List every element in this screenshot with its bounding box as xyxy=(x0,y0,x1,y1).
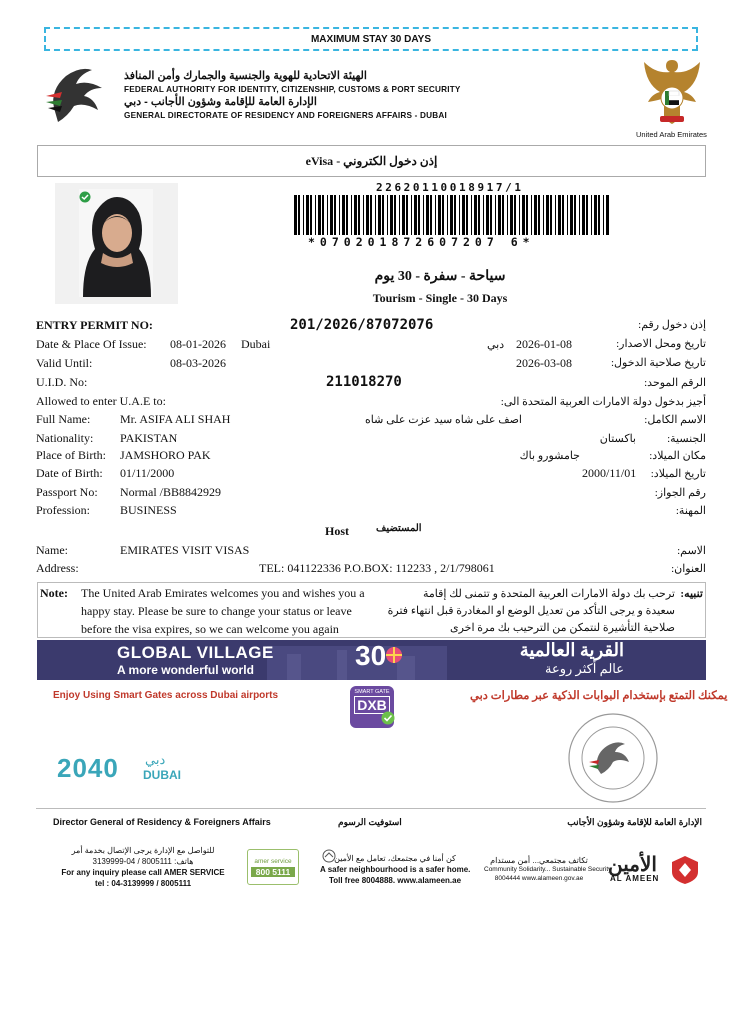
barcode-bar xyxy=(534,195,537,235)
barcode-bar xyxy=(303,195,304,235)
barcode-bar xyxy=(598,195,600,235)
barcode-bar xyxy=(306,195,309,235)
dob-ar-label: تاريخ الميلاد: xyxy=(650,468,706,480)
alameen-shield-icon xyxy=(670,854,700,884)
footer-divider xyxy=(36,808,706,809)
barcode-bar xyxy=(606,195,609,235)
barcode-bar xyxy=(435,195,436,235)
barcode-bar xyxy=(430,195,432,235)
barcode-bar xyxy=(411,195,412,235)
barcode-bar xyxy=(474,195,477,235)
barcode-bar xyxy=(555,195,556,235)
alameen-en-2: Toll free 8004888. www.alameen.ae xyxy=(328,876,462,885)
barcode-bar xyxy=(522,195,525,235)
note-ar-line-3: صلاحية التأشيرة لنتمكن من الترحيب بك مرة اخرى xyxy=(450,622,675,634)
visa-type-ar: سياحة - سفرة - 30 يوم xyxy=(374,269,506,284)
note-label: Note: xyxy=(40,586,68,600)
host-name-ar-label: الاسم: xyxy=(677,545,706,557)
smart-gates-ar: يمكنك التمتع بإستخدام البوابات الذكية عبر مطارات دبي xyxy=(470,690,728,702)
alameen-brand-ar: الأمين xyxy=(608,854,657,876)
barcode-bar xyxy=(550,195,552,235)
passport-value: Normal /BB8842929 xyxy=(120,485,221,499)
barcode-bar xyxy=(414,195,417,235)
dob-value: 01/11/2000 xyxy=(120,466,175,480)
barcode-bar xyxy=(447,195,448,235)
barcode-bar xyxy=(507,195,508,235)
barcode-bar xyxy=(402,195,405,235)
fees-paid-label: استوفيت الرسوم xyxy=(338,817,402,827)
barcode-bar xyxy=(471,195,472,235)
barcode-bar xyxy=(363,195,364,235)
amer-service-label: amer service xyxy=(254,858,292,865)
alameen-contact xyxy=(320,853,470,886)
barcode-bar xyxy=(387,195,388,235)
issue-ar-place: دبي xyxy=(487,339,505,351)
gv-title-ar: القرية العالمية xyxy=(519,640,624,660)
dubai-2040-city-ar: دبي xyxy=(145,752,166,767)
barcode-bar xyxy=(382,195,384,235)
barcode-bar xyxy=(562,195,564,235)
barcode-bar xyxy=(454,195,456,235)
barcode-bar xyxy=(519,195,520,235)
alameen-ar: كن أمنا في مجتمعك، تعامل مع الأمين xyxy=(334,854,456,863)
barcode-bar xyxy=(442,195,444,235)
barcode-bar xyxy=(358,195,360,235)
applicant-photo xyxy=(55,183,178,304)
valid-ar-value: 2026-03-08 xyxy=(516,356,572,370)
alameen-brand-en: AL AMEEN xyxy=(610,874,660,883)
profession-value: BUSINESS xyxy=(120,503,177,517)
nationality-ar-label: الجنسية: xyxy=(667,433,706,445)
dob-label: Date of Birth: xyxy=(36,466,103,480)
barcode-bar xyxy=(567,195,568,235)
host-address-label: Address: xyxy=(36,561,79,575)
alameen-en-1: A safer neighbourhood is a safer home. xyxy=(320,865,471,874)
barcode-bar xyxy=(318,195,321,235)
issue-place: Dubai xyxy=(241,337,271,351)
barcode-bar xyxy=(351,195,352,235)
gdrfa-ar-label: الإدارة العامة للإقامة وشؤون الأجانب xyxy=(567,817,702,827)
alameen-brand-logo xyxy=(608,852,704,886)
gv-subtitle-en: A more wonderful world xyxy=(117,663,254,677)
barcode-bar xyxy=(334,195,336,235)
dubai-2040-city: DUBAI xyxy=(143,768,181,782)
note-ar-label: تنبيه: xyxy=(680,588,703,600)
barcode-image xyxy=(294,195,610,235)
visa-type-en: Tourism - Single - 30 Days xyxy=(372,291,508,305)
note-ar-line-2: سعيدة و يرجى التأكد من تعديل الوضع او المغادرة قبل انتهاء فترة xyxy=(387,605,675,617)
barcode-bar xyxy=(294,195,297,235)
nationality-ar-value: باكستان xyxy=(599,433,636,445)
note-line-3: before the visa expires, so we can welcome you again xyxy=(81,622,339,636)
issue-ar-label: تاريخ ومحل الاصدار: xyxy=(616,338,706,350)
smart-gates-en: Enjoy Using Smart Gates across Dubai airports xyxy=(53,690,279,701)
barcode-bar xyxy=(543,195,544,235)
barcode-bar xyxy=(423,195,424,235)
issue-ar-date: 2026-01-08 xyxy=(516,337,572,351)
barcode-bar xyxy=(315,195,316,235)
nationality-value: PAKISTAN xyxy=(120,431,178,445)
max-stay-text: MAXIMUM STAY 30 DAYS xyxy=(310,33,432,45)
amer-service-logo xyxy=(247,849,299,885)
profession-label: Profession: xyxy=(36,503,90,517)
community-contact xyxy=(484,856,612,883)
community-ar: تكاتف مجتمعي... أمن مستدام xyxy=(490,856,588,865)
barcode-bar xyxy=(462,195,465,235)
barcode-bar xyxy=(370,195,372,235)
amer-en-2: tel : 04-3139999 / 8005111 xyxy=(94,879,192,888)
passport-ar-label: رقم الجواز: xyxy=(654,487,706,499)
amer-en-1: For any inquiry please call AMER SERVICE xyxy=(61,868,225,877)
barcode-bar xyxy=(514,195,516,235)
entry-permit-ar-label: إذن دخول رقم: xyxy=(638,319,706,331)
barcode-bar xyxy=(426,195,429,235)
barcode-bar xyxy=(459,195,460,235)
gv-globe-icon xyxy=(385,646,403,664)
pob-value: JAMSHORO PAK xyxy=(120,448,211,462)
barcode-bar xyxy=(354,195,357,235)
barcode-bar xyxy=(346,195,348,235)
gv-title-en: GLOBAL VILLAGE xyxy=(117,643,274,662)
host-title-ar: المستضيف xyxy=(376,523,422,534)
barcode-bar xyxy=(327,195,328,235)
host-title: Host xyxy=(325,524,349,538)
name-value: Mr. ASIFA ALI SHAH xyxy=(120,412,231,426)
barcode-bar xyxy=(378,195,381,235)
host-address-ar-label: العنوان: xyxy=(671,563,706,575)
community-en: Community Solidarity... Sustainable Security xyxy=(484,866,612,873)
host-name-value: EMIRATES VISIT VISAS xyxy=(120,543,250,557)
barcode-bottom-text: *070201872607207 6* xyxy=(308,235,535,249)
gv-subtitle-ar: عالم أكثر روعة xyxy=(544,661,624,676)
barcode-bar xyxy=(438,195,441,235)
barcode-bar xyxy=(502,195,504,235)
gv-30-years: 30 xyxy=(355,640,387,671)
uid-ar-label: الرقم الموحد: xyxy=(644,377,706,389)
dubai-2040-year: 2040 xyxy=(57,753,119,783)
max-stay-banner xyxy=(44,27,698,51)
name-ar-value: اصف على شاه سيد عزت على شاه xyxy=(365,414,522,426)
barcode-bar xyxy=(342,195,345,235)
barcode-bar xyxy=(526,195,528,235)
barcode-bar xyxy=(339,195,340,235)
barcode-bar xyxy=(322,195,324,235)
smart-gate-badge-top: SMART GATE xyxy=(354,689,390,695)
barcode-bar xyxy=(574,195,576,235)
issue-date: 08-01-2026 xyxy=(170,337,226,351)
nationality-label: Nationality: xyxy=(36,431,94,445)
barcode-bar xyxy=(586,195,588,235)
barcode-top-text: 22620110018917/1 xyxy=(376,181,524,194)
amer-service-number: 800 5111 xyxy=(251,867,295,877)
allowed-label: Allowed to enter U.A.E to: xyxy=(36,394,166,408)
verified-check-icon xyxy=(79,191,91,203)
barcode-bar xyxy=(510,195,513,235)
barcode-bar xyxy=(418,195,420,235)
barcode-bar xyxy=(399,195,400,235)
amer-ar-1: للتواصل مع الإدارة يرجى الإتصال بخدمة أمر xyxy=(71,846,215,855)
barcode-bar xyxy=(366,195,369,235)
smart-gate-badge-main: DXB xyxy=(354,696,390,714)
barcode-bar xyxy=(558,195,561,235)
director-label: Director General of Residency & Foreigners Affairs xyxy=(53,817,271,827)
community-phone: 8004444 www.alameen.gov.ae xyxy=(494,875,584,882)
barcode-bar xyxy=(603,195,604,235)
uid-label: U.I.D. No: xyxy=(36,375,88,389)
name-ar-label: الاسم الكامل: xyxy=(644,414,706,426)
barcode-bar xyxy=(594,195,597,235)
barcode-bar xyxy=(450,195,453,235)
barcode-bar xyxy=(375,195,376,235)
passport-label: Passport No: xyxy=(36,485,98,499)
barcode-bar xyxy=(582,195,585,235)
issue-label: Date & Place Of Issue: xyxy=(36,337,147,351)
barcode-bar xyxy=(298,195,300,235)
barcode-bar xyxy=(486,195,489,235)
amer-ar-2: هاتف: 8005111 / 04-3139999 xyxy=(92,857,194,866)
uae-emblem-icon xyxy=(638,54,706,130)
profession-ar-label: المهنة: xyxy=(675,505,706,517)
barcode-bar xyxy=(591,195,592,235)
authority-ar-1: الهيئة الاتحادية للهوية والجنسية والجمارك وأمن المنافذ xyxy=(124,70,367,82)
barcode-bar xyxy=(531,195,532,235)
valid-ar-label: تاريخ صلاحية الدخول: xyxy=(610,357,706,369)
barcode-bar xyxy=(394,195,396,235)
entry-permit-value: 201/2026/87072076 xyxy=(290,317,434,333)
authority-text xyxy=(124,70,461,122)
host-name-label: Name: xyxy=(36,543,68,557)
allowed-ar-label: أجيز بدخول دولة الامارات العربية المتحدة الى: xyxy=(500,396,706,408)
barcode-bar xyxy=(570,195,573,235)
barcode-bar xyxy=(390,195,393,235)
note-box xyxy=(37,582,706,638)
pob-label: Place of Birth: xyxy=(36,448,106,462)
gdrfa-falcon-logo xyxy=(40,62,114,128)
note-line-1: The United Arab Emirates welcomes you and wishes you a xyxy=(81,586,365,600)
barcode-bar xyxy=(495,195,496,235)
note-ar-line-1: ترحب بك دولة الامارات العربية المتحدة و تتمنى لك إقامة xyxy=(423,588,675,600)
barcode-bar xyxy=(466,195,468,235)
portrait-image xyxy=(55,183,178,304)
uid-value: 211018270 xyxy=(326,374,402,390)
smart-gate-check-icon xyxy=(381,711,395,725)
valid-label: Valid Until: xyxy=(36,356,93,370)
barcode-bar xyxy=(478,195,480,235)
barcode-bar xyxy=(538,195,540,235)
barcode-bar xyxy=(483,195,484,235)
uae-emblem-caption: United Arab Emirates xyxy=(636,130,707,139)
barcode-bar xyxy=(330,195,333,235)
barcode-bar xyxy=(498,195,501,235)
barcode-bar xyxy=(406,195,408,235)
global-village-banner xyxy=(37,640,706,680)
authority-en-1: FEDERAL AUTHORITY FOR IDENTITY, CITIZENSHIP, CUSTOMS & PORT SECURITY xyxy=(124,85,461,94)
name-label: Full Name: xyxy=(36,412,91,426)
authority-ar-2: الإدارة العامة للإقامة وشؤون الأجانب - دبي xyxy=(124,96,317,108)
barcode-bar xyxy=(490,195,492,235)
entry-permit-label: ENTRY PERMIT NO: xyxy=(36,318,153,332)
note-line-2: happy stay. Please be sure to change your status or leave xyxy=(81,604,352,618)
evisa-title: إذن دخول الكتروني - eVisa xyxy=(305,153,438,168)
evisa-title-box xyxy=(37,145,706,177)
host-address-value: TEL: 041122336 P.O.BOX: 112233 , 2/1/798061 xyxy=(259,561,495,575)
barcode-bar xyxy=(546,195,549,235)
pob-ar-value: جامشورو باك xyxy=(519,450,580,462)
authority-en-2: GENERAL DIRECTORATE OF RESIDENCY AND FOREIGNERS AFFAIRS - DUBAI xyxy=(124,111,447,120)
dob-ar-value: 2000/11/01 xyxy=(582,466,637,480)
barcode-bar xyxy=(579,195,580,235)
amer-contact xyxy=(58,845,228,889)
barcode-bar xyxy=(310,195,312,235)
official-seal-stamp xyxy=(567,712,659,804)
pob-ar-label: مكان الميلاد: xyxy=(649,450,706,462)
valid-value: 08-03-2026 xyxy=(170,356,226,370)
